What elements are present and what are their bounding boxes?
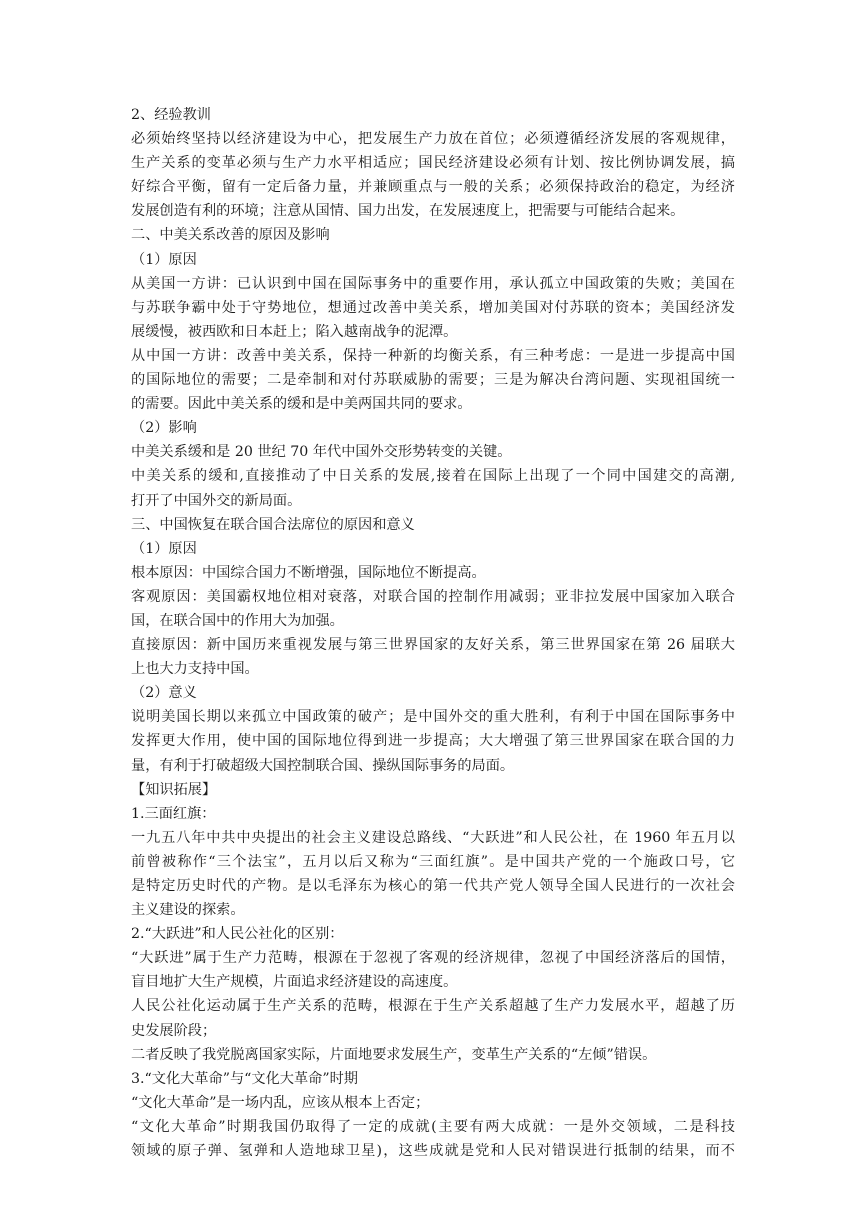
text-line: 国，在联合国中的作用大为加强。: [131, 612, 344, 629]
text-line: 与苏联争霸中处于守势地位，想通过改善中美关系，增加美国对付苏联的资本；美国经济发: [131, 299, 735, 316]
text-line: 主义建设的探索。: [131, 902, 245, 919]
text-line: 中美关系的缓和,直接推动了中日关系的发展,接着在国际上出现了一个同中国建交的高潮,: [131, 468, 735, 485]
text-line: 说明美国长期以来孤立中国政策的破产；是中国外交的重大胜利，有利于中国在国际事务中: [131, 709, 735, 726]
text-line: 展缓慢，被西欧和日本赶上；陷入越南战争的泥潭。: [131, 323, 458, 340]
text-line: 是特定历史时代的产物。是以毛泽东为核心的第一代共产党人领导全国人民进行的一次社会: [131, 878, 735, 894]
text-line: 打开了中国外交的新局面。: [131, 492, 302, 509]
text-line: 根本原因：中国综合国力不断增强，国际地位不断提高。: [131, 564, 486, 581]
text-line: 盲目地扩大生产规模，片面追求经济建设的高速度。: [131, 974, 458, 991]
text-line: 史发展阶段；: [131, 1022, 217, 1039]
subheading-causes: （1）原因: [131, 540, 197, 557]
section-heading-un-seat: 三、中国恢复在联合国合法席位的原因和意义: [131, 516, 415, 533]
text-line: 中美关系缓和是 20 世纪 70 年代中国外交形势转变的关键。: [131, 444, 512, 461]
subheading-significance: （2）意义: [131, 685, 197, 702]
text-line: 二者反映了我党脱离国家实际，片面地要求发展生产，变革生产关系的“左倾”错误。: [131, 1046, 657, 1063]
text-line: 人民公社化运动属于生产关系的范畴，根源在于生产关系超越了生产力发展水平，超越了历: [131, 998, 735, 1015]
text-line: 从中国一方讲：改善中美关系，保持一种新的均衡关系，有三种考虑：一是进一步提高中国: [131, 347, 735, 364]
text-line: 直接原因：新中国历来重视发展与第三世界国家的友好关系，第三世界国家在第 26 届联大: [131, 637, 735, 654]
text-line: 必须始终坚持以经济建设为中心，把发展生产力放在首位；必须遵循经济发展的客观规律，: [131, 131, 735, 148]
text-line: “文化大革命”时期我国仍取得了一定的成就(主要有两大成就：一是外交领域，二是科技: [131, 1118, 735, 1135]
text-line: 从美国一方讲：已认识到中国在国际事务中的重要作用，承认孤立中国政策的失败；美国在: [131, 275, 735, 292]
subheading-impact: （2）影响: [131, 420, 197, 437]
text-line: 发展创造有利的环境；注意从国情、国力出发，在发展速度上，把需要与可能结合起来。: [131, 203, 685, 220]
text-line: 的需要。因此中美关系的缓和是中美两国共同的要求。: [131, 396, 472, 413]
subheading-great-leap-difference: 2.“大跃进”和人民公社化的区别：: [131, 926, 344, 943]
text-line: 客观原因：美国霸权地位相对衰落，对联合国的控制作用减弱；亚非拉发展中国家加入联合: [131, 588, 735, 605]
subheading-causes: （1）原因: [131, 251, 197, 268]
text-line: “大跃进”属于生产力范畴，根源在于忽视了客观的经济规律，忽视了中国经济落后的国情，: [131, 950, 735, 967]
text-line: 量，有利于打破超级大国控制联合国、操纵国际事务的局面。: [131, 757, 515, 774]
document-body: [131, 103, 735, 1163]
text-line: 前曾被称作“三个法宝”，五月以后又称为“三面红旗”。是中国共产党的一个施政口号，它: [131, 853, 735, 870]
subheading-cultural-revolution: 3.“文化大革命”与“文化大革命”时期: [131, 1070, 358, 1087]
text-line: 上也大力支持中国。: [131, 661, 259, 678]
text-line: 生产关系的变革必须与生产力水平相适应；国民经济建设必须有计划、按比例协调发展，搞: [131, 155, 735, 172]
text-line-heading-lessons: 2、经验教训: [131, 107, 211, 123]
text-line: 一九五八年中共中央提出的社会主义建设总路线、“大跃进”和人民公社，在 1960 年五月以: [131, 829, 735, 846]
text-line: 发挥更大作用，使中国的国际地位得到进一步提高；大大增强了第三世界国家在联合国的力: [131, 733, 735, 750]
section-heading-knowledge-extension: 【知识拓展】: [131, 781, 217, 798]
section-heading-sino-us: 二、中美关系改善的原因及影响: [131, 227, 330, 244]
text-line: 好综合平衡，留有一定后备力量，并兼顾重点与一般的关系；必须保持政治的稳定，为经济: [131, 179, 735, 196]
text-line: “文化大革命”是一场内乱，应该从根本上否定；: [131, 1094, 430, 1111]
text-line: 领域的原子弹、氢弹和人造地球卫星)，这些成就是党和人民对错误进行抵制的结果，而不: [131, 1143, 735, 1160]
text-line: 的国际地位的需要；二是牵制和对付苏联威胁的需要；三是为解决台湾问题、实现祖国统一: [131, 372, 735, 389]
subheading-three-red-banners: 1.三面红旗：: [131, 805, 216, 822]
